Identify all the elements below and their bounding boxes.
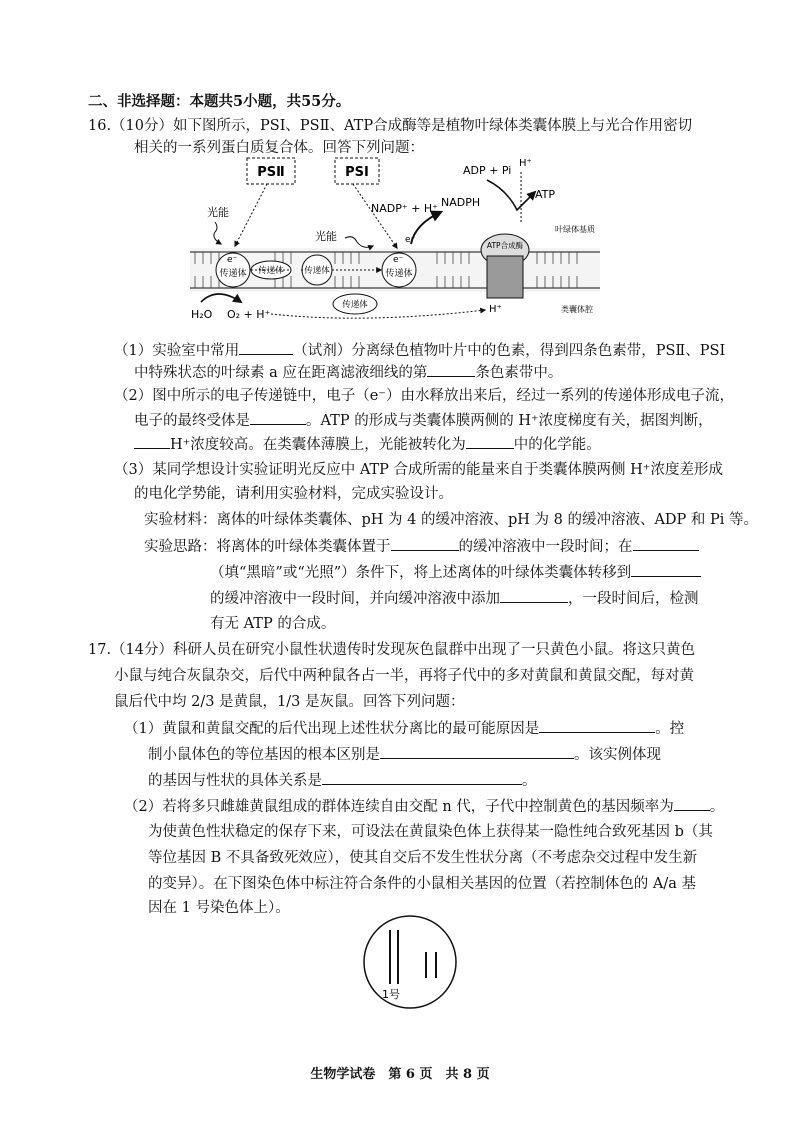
h2o-label: H₂O [191, 308, 213, 321]
answer-blank[interactable] [322, 770, 522, 785]
svg-text:传递体: 传递体 [304, 266, 330, 276]
answer-blank[interactable] [391, 536, 459, 551]
answer-blank[interactable] [631, 562, 701, 577]
page-footer: 生物学试卷 第 6 页 共 8 页 [310, 1067, 490, 1082]
q16-part3-line2: 的电化学势能，请利用实验材料，完成实验设计。 [134, 486, 453, 502]
q17-part2-line1: （2）若将多只雌雄黄鼠组成的群体连续自由交配 n 代，子代中控制黄色的基因频率为 。 [124, 796, 724, 817]
q17-stem-line-2: 小鼠与纯合灰鼠杂交，后代中两种鼠各占一半，再将子代中的多对黄鼠和黄鼠交配，每对黄 [114, 668, 694, 684]
psii-carrier [216, 253, 250, 287]
answer-blank[interactable] [633, 536, 699, 551]
carrier-circle-3 [302, 255, 332, 285]
q17-part2-line2: 为使黄色性状稳定的保存下来，可设法在黄鼠染色体上获得某一隐性纯合致死基因 b（其 [148, 824, 713, 840]
q17-part2-line4: 的变异）。在下图染色体中标注符合条件的小鼠相关基因的位置（若控制体色的 A/a 基 [148, 876, 696, 892]
ps1-pointer [353, 184, 397, 248]
answer-blank[interactable] [674, 796, 710, 811]
h-top-label: H⁺ [519, 158, 532, 169]
electron-label: e⁻ [405, 235, 416, 245]
light-arrow-1 [214, 222, 221, 244]
light-arrow-2 [345, 237, 373, 248]
svg-text:传递体: 传递体 [219, 269, 247, 279]
svg-text:传递体: 传递体 [342, 300, 368, 310]
atp-synthase [481, 234, 529, 298]
q16-stem-line-1: 16.（10分）如下图所示，PSⅠ、PSⅡ、ATP合成酶等是植物叶绿体类囊体膜上与光合作用密切 [88, 118, 693, 134]
q17-part2-line3: 等位基因 B 不具备致死效应），使其自交后不发生性状分离（不考虑杂交过程中发生新 [148, 850, 698, 866]
q16-part1-line1: （1）实验室中常用 （试剂）分离绿色植物叶片中的色素，得到四条色素带，PSⅡ、PSⅠ [114, 340, 725, 361]
answer-blank[interactable] [500, 588, 568, 603]
answer-blank[interactable] [466, 434, 514, 449]
svg-text:传递体: 传递体 [258, 266, 284, 276]
thylakoid-membrane-diagram [185, 152, 605, 332]
lumen-label: 类囊体腔 [561, 305, 593, 314]
nadp-label: NADP⁺ + H⁺ [371, 202, 438, 215]
q17-part1-line3: 的基因与性状的具体关系是 。 [148, 770, 537, 791]
q17-part2-line5: 因在 1 号染色体上）。 [148, 900, 290, 916]
q17-stem-line-1: 17.（14分）科研人员在研究小鼠性状遗传时发现灰色鼠群中出现了一只黄色小鼠。将这只黄色 [88, 642, 696, 658]
ps1-box [335, 158, 379, 184]
answer-blank[interactable] [427, 362, 475, 377]
svg-text:PSⅠ: PSⅠ [345, 165, 369, 180]
answer-blank[interactable] [539, 718, 655, 733]
chromosome-label: 1号 [382, 988, 400, 1001]
answer-blank[interactable] [380, 744, 574, 759]
q16-materials: 实验材料：离体的叶绿体类囊体、pH 为 4 的缓冲溶液、pH 为 8 的缓冲溶液、ADP 和 Pi 等。 [144, 512, 759, 528]
nadph-arrow [411, 212, 441, 244]
adp-label: ADP + Pi [463, 164, 512, 177]
o2-label: O₂ + H⁺ [227, 308, 271, 321]
ps2-box [247, 158, 295, 184]
q16-part2-line1: （2）图中所示的电子传递链中，电子（e⁻）由水释放出来后，经过一系列的传递体形成电子流， [114, 388, 734, 404]
ps2-pointer [235, 184, 267, 246]
answer-blank[interactable] [239, 340, 293, 355]
q16-idea-line3: 的缓冲溶液中一段时间，并向缓冲溶液中添加 ，一段时间后，检测 [210, 588, 699, 609]
nadph-label: NADPH [441, 196, 481, 209]
light-label-2: 光能 [315, 230, 337, 243]
q17-part1-line1: （1）黄鼠和黄鼠交配的后代出现上述性状分离比的最可能原因是 。控 [124, 718, 684, 739]
proton-flow [271, 310, 485, 318]
q16-part3-line1: （3）某同学想设计实验证明光反应中 ATP 合成所需的能量来自于类囊体膜两侧 H⁺浓度差形成 [114, 462, 723, 478]
carrier-oval-4 [333, 294, 377, 314]
q16-idea-line1: 实验思路：将离体的叶绿体类囊体置于 的缓冲溶液中一段时间；在 [144, 536, 699, 557]
q16-stem-line-2: 相关的一系列蛋白质复合体。回答下列问题： [134, 140, 424, 156]
h-bottom-label: H⁺ [489, 304, 502, 315]
q17-part1-line2: 制小鼠体色的等位基因的根本区别是 。该实例体现 [148, 744, 661, 765]
q16-idea-line4: 有无 ATP 的合成。 [210, 616, 336, 632]
svg-text:e⁻: e⁻ [393, 255, 404, 265]
q17-stem-line-3: 鼠后代中均 2/3 是黄鼠，1/3 是灰鼠。回答下列问题： [114, 694, 465, 710]
q16-part1-line2: 中特殊状态的叶绿素 a 应在距离滤液细线的第 条色素带中。 [134, 362, 562, 383]
psi-carrier [382, 253, 416, 287]
atp-arrow [487, 180, 535, 210]
q16-idea-line2: （填“黑暗”或“光照”）条件下，将上述离体的叶绿体类囊体转移到 [210, 562, 701, 583]
svg-text:PSⅡ: PSⅡ [257, 165, 285, 180]
answer-blank[interactable] [250, 410, 306, 425]
atp-label: ATP [535, 188, 556, 201]
q16-part2-line3: H⁺浓度较高。在类囊体薄膜上，光能被转化为 中的化学能。 [134, 434, 601, 455]
svg-text:传递体: 传递体 [385, 269, 413, 279]
water-split-arrow [201, 294, 241, 302]
stroma-label: 叶绿体基质 [555, 225, 595, 234]
q16-part2-line2: 电子的最终受体是 。ATP 的形成与类囊体膜两侧的 H⁺浓度梯度有关，据图判断， [134, 410, 713, 431]
chromosome-diagram[interactable] [360, 912, 460, 1012]
answer-blank[interactable] [134, 434, 170, 449]
section-heading: 二、非选择题：本题共5小题，共55分。 [88, 93, 351, 110]
svg-text:e⁻: e⁻ [227, 255, 238, 265]
svg-text:ATP合成酶: ATP合成酶 [486, 241, 524, 250]
light-label-1: 光能 [207, 206, 229, 219]
